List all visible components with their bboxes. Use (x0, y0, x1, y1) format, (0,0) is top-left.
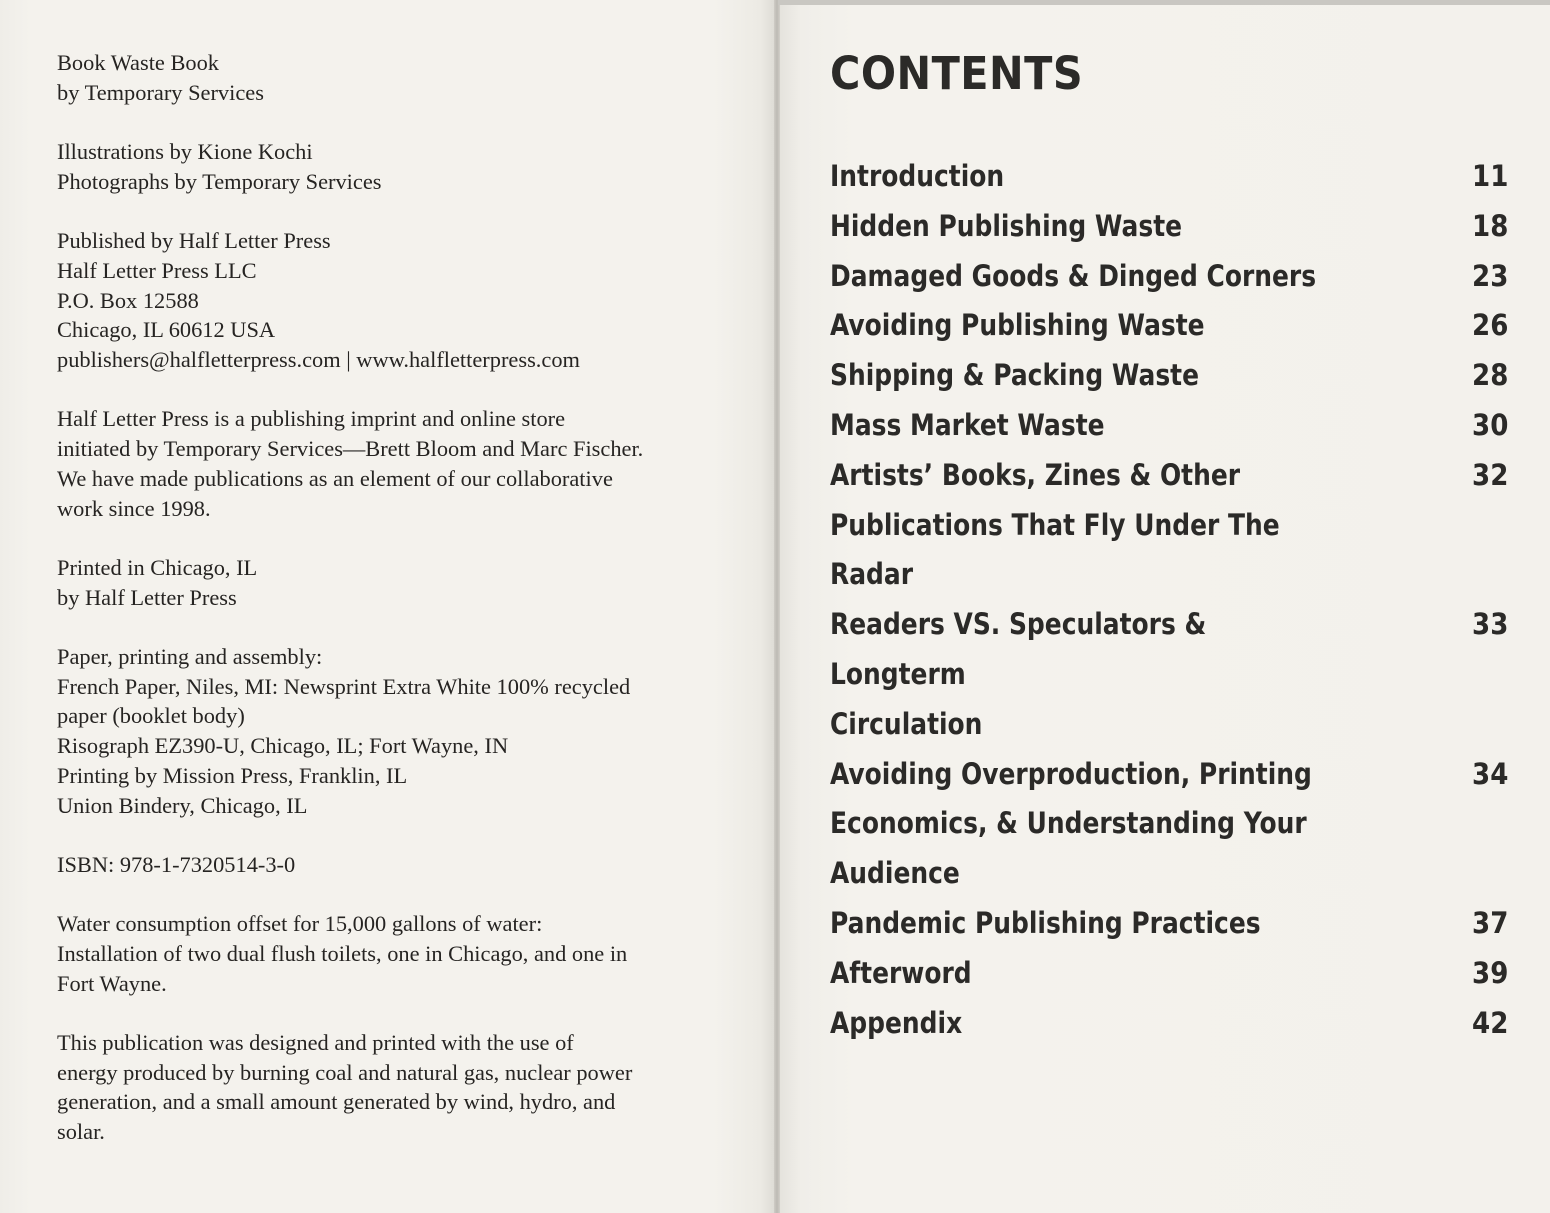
colophon-publisher (57, 226, 757, 375)
entry-page-number: 18 (1471, 208, 1508, 243)
contents-entry (830, 202, 1508, 252)
book-author: by Temporary Services (57, 79, 264, 105)
entry-page-number: 34 (1471, 756, 1508, 791)
production-line: French Paper, Niles, MI: Newsprint Extra White 100% recycled (57, 673, 631, 699)
production-line: Union Bindery, Chicago, IL (57, 792, 308, 818)
about-line: We have made publications as an element of our collaborative (57, 465, 613, 491)
entry-title: Afterword (830, 955, 972, 990)
colophon-isbn (57, 850, 757, 880)
page-top-edge (778, 0, 1550, 5)
entry-title: Avoiding Overproduction, Printing Economics, & Understanding Your Audience (830, 756, 1312, 891)
entry-page-number: 28 (1471, 358, 1508, 393)
about-line: initiated by Temporary Services—Brett Bloom and Marc Fischer. (57, 436, 644, 462)
contents-entry (830, 750, 1508, 899)
production-line: paper (booklet body) (57, 703, 245, 729)
entry-page-number: 30 (1471, 407, 1508, 442)
entry-title: Shipping & Packing Waste (830, 358, 1200, 393)
colophon-title-block (57, 48, 757, 107)
production-line: Paper, printing and assembly: (57, 643, 323, 669)
colophon-energy (57, 1028, 757, 1147)
colophon (57, 48, 757, 1177)
publisher-line: Published by Half Letter Press (57, 228, 331, 254)
entry-page-number: 26 (1471, 308, 1508, 343)
entry-title: Mass Market Waste (830, 407, 1105, 442)
book-title: Book Waste Book (57, 50, 219, 75)
about-line: Half Letter Press is a publishing imprint and online store (57, 406, 566, 432)
colophon-credits (57, 137, 757, 196)
contents-entry (830, 252, 1508, 302)
contents-entry (830, 600, 1508, 749)
publisher-contact: publishers@halfletterpress.com | www.halfletterpress.com (57, 347, 580, 372)
contents-entry (830, 401, 1508, 451)
entry-title: Introduction (830, 159, 1005, 193)
entry-title: Avoiding Publishing Waste (830, 308, 1205, 343)
printed-location: Printed in Chicago, IL (57, 554, 258, 580)
book-gutter (774, 0, 780, 1213)
entry-title: Appendix (830, 1005, 963, 1040)
colophon-printed (57, 553, 757, 612)
contents-entry (830, 351, 1508, 401)
contents-entry (830, 899, 1508, 949)
publisher-po-box: P.O. Box 12588 (57, 287, 199, 313)
entry-title: Damaged Goods & Dinged Corners (830, 258, 1317, 293)
entry-page-number: 42 (1471, 1005, 1508, 1040)
energy-line: energy produced by burning coal and natural gas, nuclear power (57, 1059, 633, 1085)
production-line: Risograph EZ390-U, Chicago, IL; Fort Wayne, IN (57, 733, 509, 759)
contents-entry (830, 949, 1508, 999)
entry-page-number: 39 (1471, 955, 1508, 990)
colophon-production (57, 642, 757, 820)
entry-title: Artists’ Books, Zines & Other Publications That Fly Under The Radar (830, 457, 1280, 592)
contents-entry (830, 451, 1508, 600)
illustrations-credit: Illustrations by Kione Kochi (57, 139, 313, 165)
photographs-credit: Photographs by Temporary Services (57, 168, 382, 194)
contents-heading: CONTENTS (830, 47, 1084, 100)
entry-page-number: 11 (1471, 159, 1508, 193)
water-line: Installation of two dual flush toilets, one in Chicago, and one in (57, 940, 628, 966)
contents-list (830, 152, 1508, 1048)
isbn: ISBN: 978-1-7320514-3-0 (57, 851, 296, 877)
energy-line: solar. (57, 1119, 105, 1145)
entry-page-number: 33 (1471, 607, 1508, 642)
entry-page-number: 32 (1471, 457, 1508, 492)
colophon-water (57, 909, 757, 998)
contents-entry (830, 152, 1508, 202)
entry-title: Readers VS. Speculators & Longterm Circulation (830, 607, 1207, 741)
publisher-city: Chicago, IL 60612 USA (57, 317, 276, 343)
colophon-about (57, 404, 757, 523)
entry-page-number: 23 (1471, 258, 1508, 293)
entry-title: Pandemic Publishing Practices (830, 905, 1261, 940)
entry-title: Hidden Publishing Waste (830, 208, 1183, 243)
publisher-company: Half Letter Press LLC (57, 257, 257, 283)
printed-by: by Half Letter Press (57, 584, 237, 610)
water-line: Water consumption offset for 15,000 gallons of water: (57, 911, 543, 937)
energy-line: This publication was designed and printed with the use of (57, 1030, 574, 1056)
entry-page-number: 37 (1471, 905, 1508, 940)
energy-line: generation, and a small amount generated by wind, hydro, and (57, 1089, 616, 1115)
water-line: Fort Wayne. (57, 970, 167, 996)
contents-entry (830, 301, 1508, 351)
about-line: work since 1998. (57, 495, 211, 521)
contents-entry (830, 999, 1508, 1049)
production-line: Printing by Mission Press, Franklin, IL (57, 762, 408, 788)
